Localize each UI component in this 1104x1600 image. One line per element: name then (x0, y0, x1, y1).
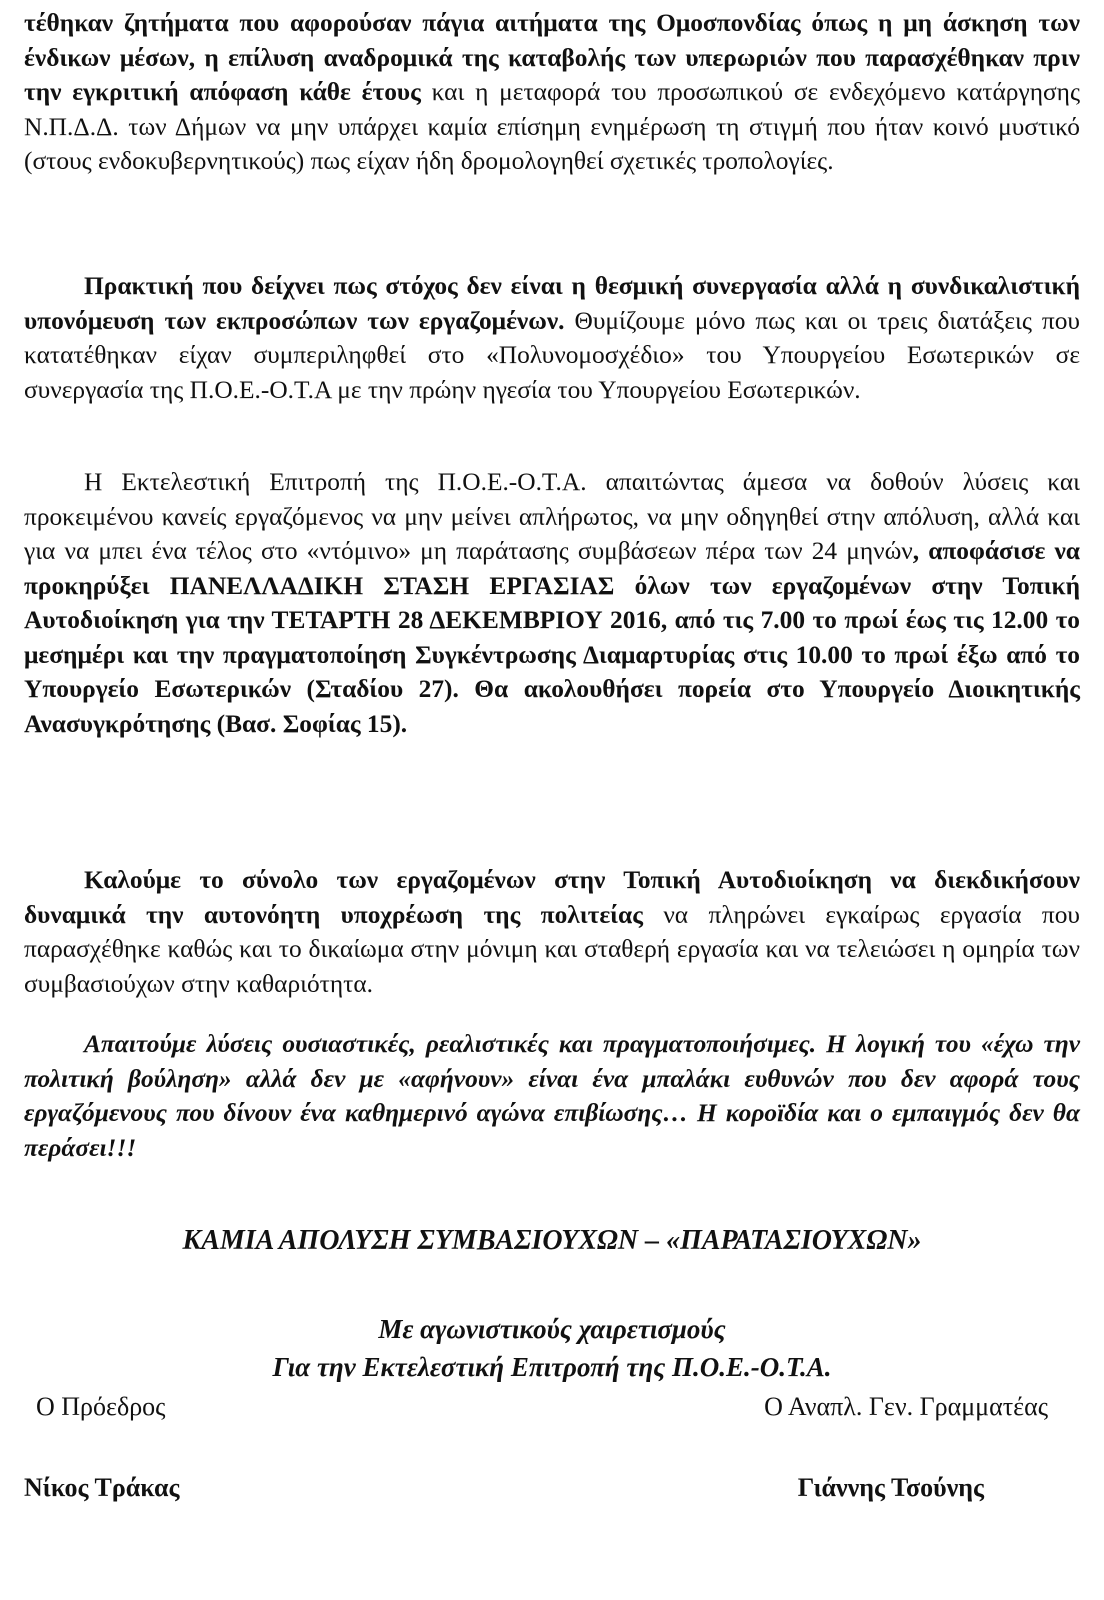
slogan-heading: ΚΑΜΙΑ ΑΠΟΛΥΣΗ ΣΥΜΒΑΣΙΟΥΧΩΝ – «ΠΑΡΑΤΑΣΙΟΥΧΩΝ» (182, 1225, 922, 1256)
paragraph-call-regular: να πληρώνει εγκαίρως εργασία που παρασχέθηκε καθώς και το δικαίωμα στην μόνιμη και σταθερή εργασία και να τελειώσει η ομηρία των συμβασιούχων στην καθαριότητα. (24, 900, 1080, 998)
signatory-left-name: Νίκος Τράκας (24, 1473, 180, 1502)
paragraph-practice-bold: Πρακτική που δείχνει πως στόχος δεν είναι η θεσμική συνεργασία αλλά η συνδικαλιστική υπονόμευση των εκπροσώπων των εργαζομένων. (24, 272, 1080, 335)
signatory-right-name: Γιάννης Τσούνης (797, 1473, 984, 1502)
signatory-left-role: Ο Πρόεδρος (36, 1392, 166, 1421)
paragraph-call-bold: Καλούμε το σύνολο των εργαζομένων στην Τοπική Αυτοδιοίκηση να διεκδικήσουν δυναμικά την αυτονόητη υποχρέωση της πολιτείας (24, 866, 1080, 929)
paragraph-demands-regular: και η μεταφορά του προσωπικού σε ενδεχόμενο κατάργησης Ν.Π.Δ.Δ. των Δήμων να μην υπάρχει καμία επίσημη ενημέρωση τη στιγμή που ήταν κοινό μυστικό (στους ενδοκυβερνητικούς) πως είχαν ήδη δρομολογηθεί σχετικές τροπολογίες. (24, 78, 1080, 175)
closing-greeting: Με αγωνιστικούς χαιρετισμούς (378, 1314, 726, 1344)
paragraph-practice-regular: Θυμίζουμε μόνο πως και οι τρεις διατάξεις που κατατέθηκαν είχαν συμπεριληφθεί στο «Πολυνομοσχέδιο» του Υπουργείου Εσωτερικών σε συνεργασία της Π.Ο.Ε.-Ο.Τ.Α με την πρώην ηγεσία του Υπουργείου Εσωτερικών. (24, 306, 1080, 404)
paragraph-strike-bold: , αποφάσισε να προκηρύξει ΠΑΝΕΛΛΑΔΙΚΗ ΣΤΑΣΗ ΕΡΓΑΣΙΑΣ όλων των εργαζομένων στην Τοπική Αυτοδιοίκηση για την ΤΕΤΑΡΤΗ 28 ΔΕΚΕΜΒΡΙΟΥ 2016, από τις 7.00 το πρωί έως τις 12.00 το μεσημέρι και την πραγματοποίηση Συγκέντρωσης Διαμαρτυρίας στις 10.00 το πρωί έξω από το Υπουργείο Εσωτερικών (Σταδίου 27). Θα ακολουθήσει πορεία στο Υπουργείο Διοικητικής Ανασυγκρότησης (Βασ. Σοφίας 15). (24, 537, 1080, 738)
paragraph-demands (24, 6, 1080, 179)
closing-committee: Για την Εκτελεστική Επιτροπή της Π.Ο.Ε.-Ο.Τ.Α. (272, 1352, 832, 1382)
paragraph-demand-solutions-text: Απαιτούμε λύσεις ουσιαστικές, ρεαλιστικές και πραγματοποιήσιμες. Η λογική του «έχω την πολιτική βούληση» αλλά δεν με «αφήνουν» είναι ένα μπαλάκι ευθυνών που δεν αφορά τους εργαζόμενους που δίνουν ένα καθημερινό αγώνα επιβίωσης… Η κοροϊδία και ο εμπαιγμός δεν θα περάσει!!! (24, 1030, 1080, 1162)
signatory-right-role: Ο Αναπλ. Γεν. Γραμματέας (764, 1392, 1048, 1421)
paragraph-demands-bold: τέθηκαν ζητήματα που αφορούσαν πάγια αιτήματα της Ομοσπονδίας όπως η μη άσκηση των ένδικων μέσων, η επίλυση αναδρομικά της καταβολής των υπερωριών που παρασχέθηκαν πριν την εγκριτική απόφαση κάθε έτους (24, 9, 1080, 106)
paragraph-strike-announcement (24, 465, 1080, 741)
paragraph-demand-solutions (24, 1027, 1080, 1165)
paragraph-practice (24, 269, 1080, 407)
paragraph-call (24, 863, 1080, 1001)
paragraph-strike-regular: Η Εκτελεστική Επιτροπή της Π.Ο.Ε.-Ο.Τ.Α. απαιτώντας άμεσα να δοθούν λύσεις και προκειμένου κανείς εργαζόμενος να μην μείνει απλήρωτος, να μην οδηγηθεί στην απόλυση, αλλά και για να μπει ένα τέλος στο «ντόμινο» μη παράτασης συμβάσεων πέρα των 24 μηνών (24, 468, 1080, 565)
